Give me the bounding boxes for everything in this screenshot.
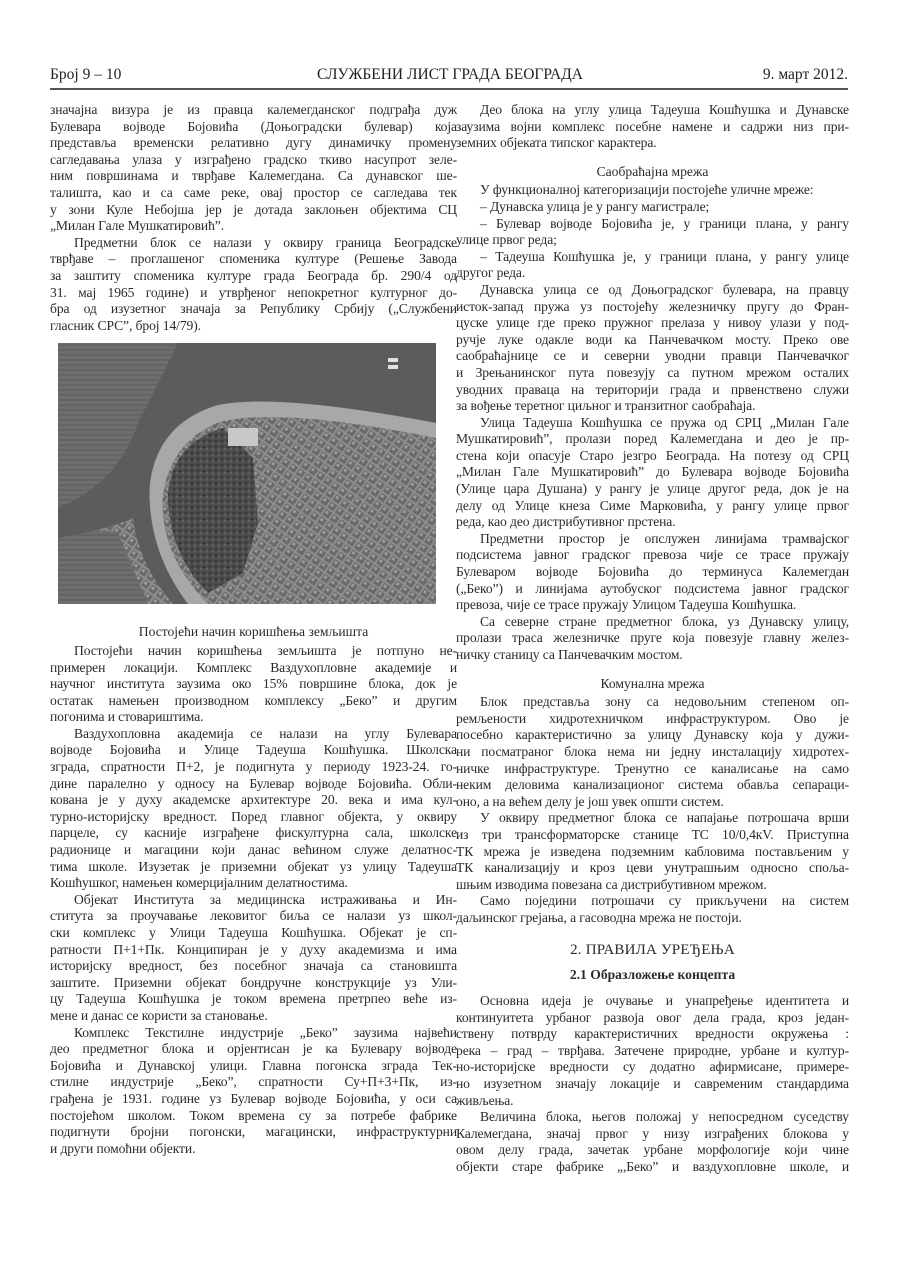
text-line: неким деловима канализационог система обавља сепараци- bbox=[456, 777, 849, 793]
text-line: заузима војни комплекс посебне намене и садржи низ при- bbox=[456, 118, 849, 134]
text-line: грађена је 1931. године уз Булевар војводе Бојовића, у оси са bbox=[50, 1090, 457, 1106]
text-line: мене и данас се користи за становање. bbox=[50, 1007, 268, 1023]
text-line: „Милан Гале Мушкатировић”. bbox=[50, 218, 224, 234]
text-line: историјску вредност, без посебног значаја са становишта bbox=[50, 958, 457, 974]
paragraph bbox=[456, 810, 849, 893]
paragraph bbox=[456, 216, 849, 249]
text-line: – Тадеуша Кошћушка је, у граници плана, у рангу улице bbox=[480, 248, 849, 264]
text-line: представља временски релативно дугу динамичку промену bbox=[50, 135, 457, 151]
text-line: – Булевар војводе Бојовића је, у граници плана, у рангу bbox=[480, 215, 849, 231]
text-line: ручје луке одакле води ка Панчевачком мосту. Преко ове bbox=[456, 331, 849, 347]
text-line: сагледавања улаза у изграђено градско ткиво насупрот зеле- bbox=[50, 151, 457, 167]
text-line: Булевара војводе Бојовића (Доњоградски булевар) која bbox=[50, 118, 457, 134]
text-line: (Улице цара Душана) у рангу је улице другог реда, док је на bbox=[456, 481, 849, 497]
text-line: земних објеката типског карактера. bbox=[456, 135, 657, 151]
text-line: примерен локацији. Комплекс Ваздухопловне академије и bbox=[50, 659, 457, 675]
paragraph bbox=[456, 102, 849, 152]
text-line: „Милан Гале Мушкатировић” до Булевара војводе Бојовића bbox=[456, 464, 849, 480]
text-line: гласник СРС”, број 14/79). bbox=[50, 317, 201, 333]
text-line: из три трансформаторске станице ТС 10/0,4кV. Приступна bbox=[456, 826, 849, 842]
text-line: ратности П+1+Пк. Конципиран је у духу академизма и има bbox=[50, 941, 457, 957]
text-line: Дунавска улица се од Доњоградског булевара, на правцу bbox=[480, 281, 849, 297]
text-line: реда, као део дистрибутивног прстена. bbox=[456, 514, 676, 530]
text-line: подсистема јавног градског превоза чије се трасе пружају bbox=[456, 547, 849, 563]
publication-title: СЛУЖБЕНИ ЛИСТ ГРАДА БЕОГРАДА bbox=[317, 66, 583, 83]
text-line: подигнути бројни погонски, магацински, инфраструктурни bbox=[50, 1124, 457, 1140]
paragraph bbox=[456, 893, 849, 926]
text-line: ничку станицу са Панчевачким мостом. bbox=[456, 647, 683, 662]
text-line: ТК мрежа је изведена подземним кабловима постављеним у bbox=[456, 843, 849, 859]
text-line: другог реда. bbox=[456, 265, 526, 281]
traffic-intro: У функционалној категоризацији постојеће уличне мреже: bbox=[480, 182, 814, 198]
text-line: превоза, чије се трасе пружају Улицом Тадеуша Кошћушка. bbox=[456, 597, 797, 613]
text-line: Улица Тадеуша Кошћушка се пружа од СРЦ „Милан Гале bbox=[480, 414, 849, 430]
aerial-photo bbox=[58, 343, 436, 604]
text-line: тврђаве – проглашеног споменика културе (Решење Завода bbox=[50, 251, 457, 267]
paragraph bbox=[456, 249, 849, 282]
text-line: ничке инфраструктуре. Тренутно се каналисање на само bbox=[456, 760, 849, 776]
text-line: ски комплекс у Улици Тадеуша Кошћушка. Објекат је сп- bbox=[50, 925, 457, 940]
header-rule bbox=[50, 88, 848, 90]
spacer bbox=[456, 927, 849, 935]
text-line: цу Тадеуша Кошћушка је током времена претрпео веће из- bbox=[50, 991, 457, 1007]
text-line: и други помоћни објекти. bbox=[50, 1140, 196, 1156]
text-line: турно-историјску вредност. Поред главног објекта, у оквиру bbox=[50, 808, 457, 824]
text-line: Калемегдана, значај првог у низу изграђених блокова у bbox=[456, 1125, 849, 1141]
text-line: ни посматраног блока нема ни једну инсталацију хидротех- bbox=[456, 743, 849, 759]
aerial-photo-graphic bbox=[58, 343, 436, 604]
text-line: погонима и стовариштима. bbox=[50, 709, 204, 725]
text-line: улице првог реда; bbox=[456, 232, 557, 248]
text-line: талишта, као и са саме реке, овај простор се сагледава тек bbox=[50, 184, 457, 200]
text-line: стилне индустрије „Беко”, спратности Су+П+3+Пк, из- bbox=[50, 1074, 457, 1090]
paragraph bbox=[456, 282, 849, 415]
issue-number: Број 9 – 10 bbox=[50, 66, 122, 83]
paragraph bbox=[50, 892, 457, 1025]
text-line: парцеле, су касније изграђене фискултурна сала, школске bbox=[50, 825, 457, 841]
text-line: бра од изузетног значаја за Републику Србију („Службени bbox=[50, 301, 457, 317]
text-line: Постојећи начин коришћења земљишта је потпуно не- bbox=[74, 642, 457, 658]
text-line: постојећом школом. Током времена су за потребе фабрике bbox=[50, 1107, 457, 1123]
text-line: ститута за проучавање лековитог биља се налази уз школ- bbox=[50, 908, 457, 924]
section-heading-utility: Комунална мрежа bbox=[600, 675, 705, 691]
text-line: део предметног блока и орјентисан је ка Булевару војводе bbox=[50, 1041, 457, 1057]
text-line: у зони Куле Небојша јер је дотада заклоњен објектима СЦ bbox=[50, 201, 457, 217]
building bbox=[228, 428, 258, 446]
text-line: Само поједини потрошачи су прикључени на систем bbox=[480, 893, 849, 909]
text-line: радионице и магацини који данас већином служе делатнос- bbox=[50, 842, 457, 858]
text-line: остатак намењен производном комплексу „Беко” и другим bbox=[50, 692, 457, 708]
text-line: ТК канализацију и кроз цеви унутрашњим односно спољa- bbox=[456, 860, 849, 876]
chapter-heading-rules: 2. ПРАВИЛА УРЕЂЕЊА bbox=[570, 941, 735, 958]
boat bbox=[388, 365, 398, 369]
text-line: 31. мај 1965 године) и утврђеног непокретног културног до- bbox=[50, 284, 457, 300]
paragraph bbox=[456, 993, 849, 1109]
text-line: зграда, спратности П+2, је подигнута у периоду 1923-24. го- bbox=[50, 759, 457, 775]
text-line: саобраћајнице се и северни уводни правци Панчевачког bbox=[456, 348, 849, 364]
issue-date: 9. март 2012. bbox=[762, 66, 848, 83]
text-line: делу од Улице кнеза Симе Марковића, у рангу улице првог bbox=[456, 497, 849, 513]
boat bbox=[388, 358, 398, 362]
text-line: стена који опасује Старо језгро Београда. На потезу од СРЦ bbox=[456, 447, 849, 463]
text-line: пролази траса железничке пруге која повезује главну желез- bbox=[456, 630, 849, 646]
text-line: цуске улице где преко пружног прелаза у нивоу улази у под- bbox=[456, 315, 849, 331]
text-line: Са северне стране предметног блока, уз Дунавску улицу, bbox=[480, 613, 849, 629]
text-line: Бојовића и Дунавској улици. Главна погонска зграда Тек- bbox=[50, 1057, 457, 1073]
text-line: Предметни простор је опслужен линијама трамвајског bbox=[480, 530, 849, 546]
left-column bbox=[50, 102, 457, 1157]
text-line: ствену потврду карактеристичних вредности окружења : bbox=[456, 1026, 849, 1042]
right-column bbox=[456, 102, 849, 1176]
text-line: Комплекс Текстилне индустрије „Беко” заузима највећи bbox=[74, 1024, 457, 1040]
text-line: но изузетном значају локације и савременим стандардима bbox=[456, 1076, 849, 1092]
text-line: објекти старе фабрике „,Беко” и ваздухопловне школе, и bbox=[456, 1159, 849, 1175]
text-line: и Зрењанинског пута повезују са путном мрежом осталих bbox=[456, 364, 849, 380]
text-line: Основна идеја је очување и унапређење идентитета и bbox=[480, 993, 849, 1009]
paragraph bbox=[50, 643, 457, 726]
section-heading-traffic: Саобраћајна мрежа bbox=[596, 163, 709, 179]
paragraph bbox=[456, 199, 849, 216]
text-line: („Беко”) и линијама аутобуског подсистема јавног градског bbox=[456, 580, 849, 596]
text-line: даљинског грејања, а гасоводна мрежа не постоји. bbox=[456, 909, 742, 925]
text-line: но-историјске вредности су додатно афирмисане, примере- bbox=[456, 1059, 849, 1075]
text-line: Део блока на углу улица Тадеуша Кошћушка и Дунавске bbox=[480, 102, 849, 117]
text-line: значајна визура је из правца калемегданског подграђа дуж bbox=[50, 102, 457, 117]
paragraph bbox=[456, 1109, 849, 1175]
text-line: Мушкатировић”, пролази поред Калемегдана и део је пр- bbox=[456, 431, 849, 447]
paragraph bbox=[456, 694, 849, 810]
text-line: континуитета урбаног развоја овог дела града, кроз један- bbox=[456, 1009, 849, 1025]
text-line: овом делу града, зачетак урбане морфологије који чине bbox=[456, 1142, 849, 1158]
text-line: шњим изводима повезана са дистрибутивном мрежом. bbox=[456, 876, 767, 892]
text-line: посебно карактеристично за улицу Дунавску која у дужи- bbox=[456, 727, 849, 743]
paragraph bbox=[456, 415, 849, 531]
paragraph bbox=[50, 102, 457, 235]
paragraph bbox=[456, 614, 849, 664]
text-line: војводе Бојовића и Улице Тадеуша Кошћушка. Школска bbox=[50, 742, 457, 758]
text-line: Кошћушког, намењен комерцијалним делатностима. bbox=[50, 875, 348, 891]
spacer bbox=[456, 152, 849, 160]
text-line: Булеваром војводе Бојовића до терминуса Калемегдан bbox=[456, 564, 849, 580]
text-line: научног института заузима око 15% површине блока, док је bbox=[50, 676, 457, 692]
text-line: за заштиту споменика културе града Београда бр. 290/4 од bbox=[50, 267, 457, 283]
text-line: заштите. Приземни објекат бондручне конструкције уз Ули- bbox=[50, 974, 457, 990]
text-line: Величина блока, његов положај у непосредном суседству bbox=[480, 1109, 849, 1125]
text-line: Ваздухопловна академија се налази на углу Булевара bbox=[74, 725, 457, 741]
text-line: за вођење теретног циљног и транзитног саобраћаја. bbox=[456, 398, 756, 414]
text-line: исток-запад пружа уз постојећу железничку пругу до Фран- bbox=[456, 298, 849, 314]
paragraph bbox=[50, 726, 457, 892]
spacer bbox=[456, 664, 849, 672]
text-line: кована је у духу академске архитектуре 20. века и има кул- bbox=[50, 792, 457, 808]
subsection-heading-concept: 2.1 Образложење концепта bbox=[569, 966, 736, 982]
text-line: У оквиру предметног блока се напајање потрошача врши bbox=[480, 810, 849, 826]
section-heading-land-use: Постојећи начин коришћења земљишта bbox=[138, 624, 369, 640]
text-line: Блок представља зону са недовољним степеном оп- bbox=[480, 694, 849, 710]
paragraph bbox=[456, 531, 849, 614]
text-line: дине паралелно у односу на Булевар војводе Бојовића. Обли- bbox=[50, 775, 457, 791]
text-line: тима школе. Изузетак је приземни објекат уз улицу Тадеуша bbox=[50, 858, 457, 874]
text-line: река – град – тврђава. Затечене природне, урбане и култур- bbox=[456, 1042, 849, 1058]
text-line: Објекат Института за медицинска истраживања и Ин- bbox=[74, 891, 457, 907]
text-line: оно, а на већем делу је још увек општи систем. bbox=[456, 793, 724, 809]
text-line: Предметни блок се налази у оквиру граница Београдске bbox=[74, 234, 457, 250]
text-line: – Дунавска улица је у рангу магистрале; bbox=[480, 198, 710, 214]
text-line: ним површинама и тврђаве Калемегдана. Са дунавског ше- bbox=[50, 168, 457, 184]
paragraph bbox=[50, 235, 457, 335]
text-line: живљења. bbox=[456, 1092, 514, 1108]
text-line: ремљености хидротехничком инфраструктуром. Ово је bbox=[456, 710, 849, 726]
text-line: уводних праваца на територији града и првенствено служи bbox=[456, 381, 849, 397]
paragraph bbox=[50, 1025, 457, 1158]
